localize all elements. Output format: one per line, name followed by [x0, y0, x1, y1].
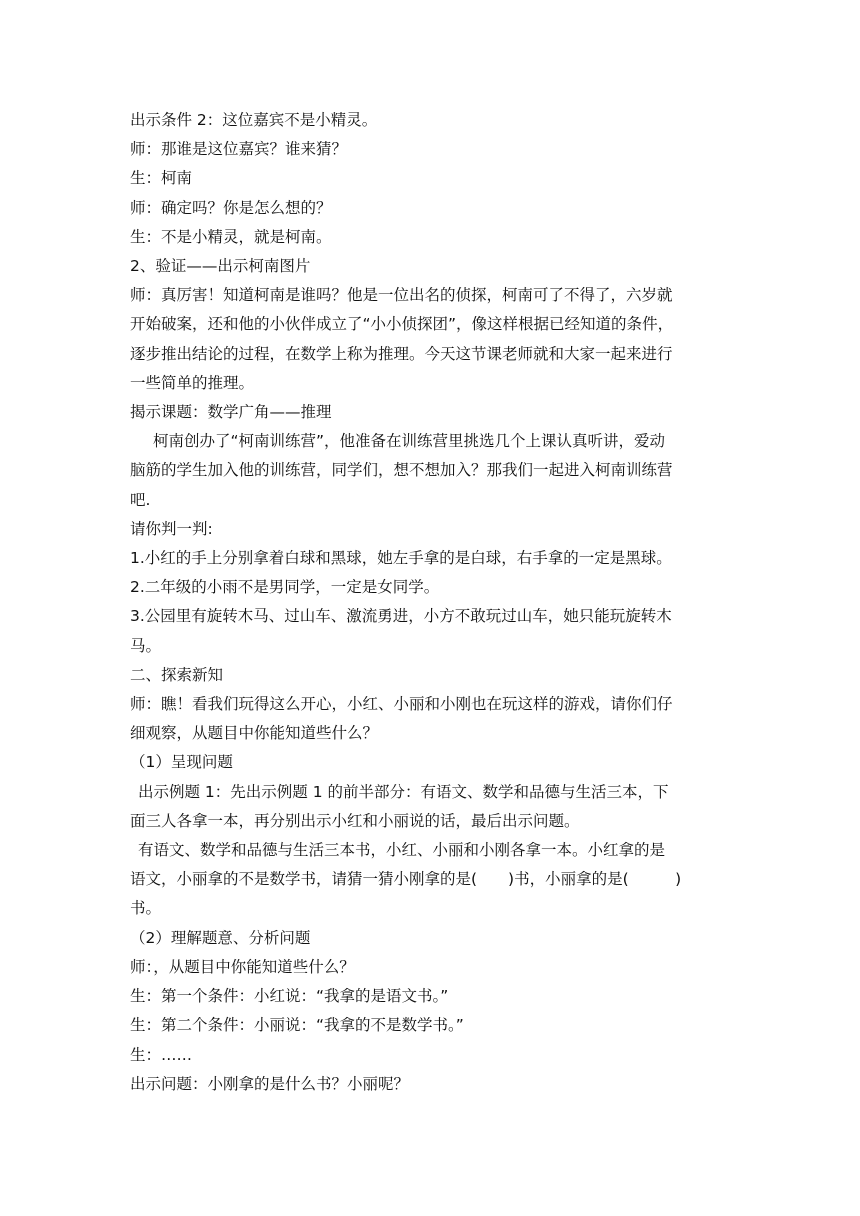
dialog-line: 师：，从题目中你能知道些什么？: [130, 957, 355, 976]
text-line: 一些简单的推理。: [130, 373, 255, 392]
text-line: 出示例题 1：先出示例题 1 的前半部分：有语文、数学和品德与生活三本，下: [138, 782, 669, 801]
judge-title: 请你判一判:: [130, 519, 213, 538]
text-line: 柯南创办了“柯南训练营”，他准备在训练营里挑选几个上课认真听讲，爱动: [153, 432, 666, 451]
dialog-line: 生：第二个条件：小丽说：“我拿的不是数学书。”: [130, 1016, 464, 1035]
text-line: 出示条件 2：这位嘉宾不是小精灵。: [130, 111, 378, 129]
text-line: 生：不是小精灵，就是柯南。: [130, 227, 332, 246]
text-line: 有语文、数学和品德与生活三本书，小红、小丽和小刚各拿一本。小红拿的是: [138, 841, 666, 860]
text-line: 吧.: [130, 490, 151, 509]
judge-item: 2.二年级的小雨不是男同学，一定是女同学。: [130, 578, 440, 597]
section-heading: 2、验证——出示柯南图片: [130, 257, 311, 276]
text-line: 语文，小丽拿的不是数学书，请猜一猜小刚拿的是( )书，小丽拿的是( ): [130, 870, 682, 889]
text-line: 书。: [130, 899, 162, 918]
step-heading: （2）理解题意、分析问题: [130, 928, 311, 947]
judge-item: 马。: [130, 636, 162, 655]
text-line: 逐步推出结论的过程，在数学上称为推理。今天这节课老师就和大家一起来进行: [130, 344, 673, 363]
text-line: 师：瞧！看我们玩得这么开心，小红、小丽和小刚也在玩这样的游戏，请你们仔: [130, 695, 673, 714]
text-line: 细观察，从题目中你能知道些什么？: [130, 724, 379, 743]
section-heading: 二、探索新知: [130, 665, 224, 684]
judge-item: 1.小红的手上分别拿着白球和黑球，她左手拿的是白球，右手拿的一定是黑球。: [130, 549, 672, 568]
text-line: 生：柯南: [130, 169, 193, 188]
text-line: 师：确定吗？你是怎么想的？: [130, 198, 332, 217]
dialog-line: 出示问题：小刚拿的是什么书？小丽呢？: [130, 1074, 410, 1093]
dialog-line: 生：第一个条件：小红说：“我拿的是语文书。”: [130, 987, 449, 1006]
step-heading: （1）呈现问题: [130, 753, 233, 772]
judge-item: 3.公园里有旋转木马、过山车、激流勇进，小方不敢玩过山车，她只能玩旋转木: [130, 607, 672, 626]
text-line: 脑筋的学生加入他的训练营，同学们，想不想加入？那我们一起进入柯南训练营: [130, 461, 673, 480]
text-line: 师：那谁是这位嘉宾？谁来猜？: [130, 140, 348, 159]
dialog-line: 生：……: [130, 1045, 193, 1064]
topic-line: 揭示课题：数学广角——推理: [130, 403, 332, 422]
text-line: 开始破案，还和他的小伙伴成立了“小小侦探团”，像这样根据已经知道的条件，: [130, 315, 674, 334]
document-page: [130, 106, 732, 1099]
text-line: 面三人各拿一本，再分别出示小红和小丽说的话，最后出示问题。: [130, 811, 580, 830]
text-line: 师：真厉害！知道柯南是谁吗？他是一位出名的侦探，柯南可了不得了，六岁就: [130, 286, 673, 305]
